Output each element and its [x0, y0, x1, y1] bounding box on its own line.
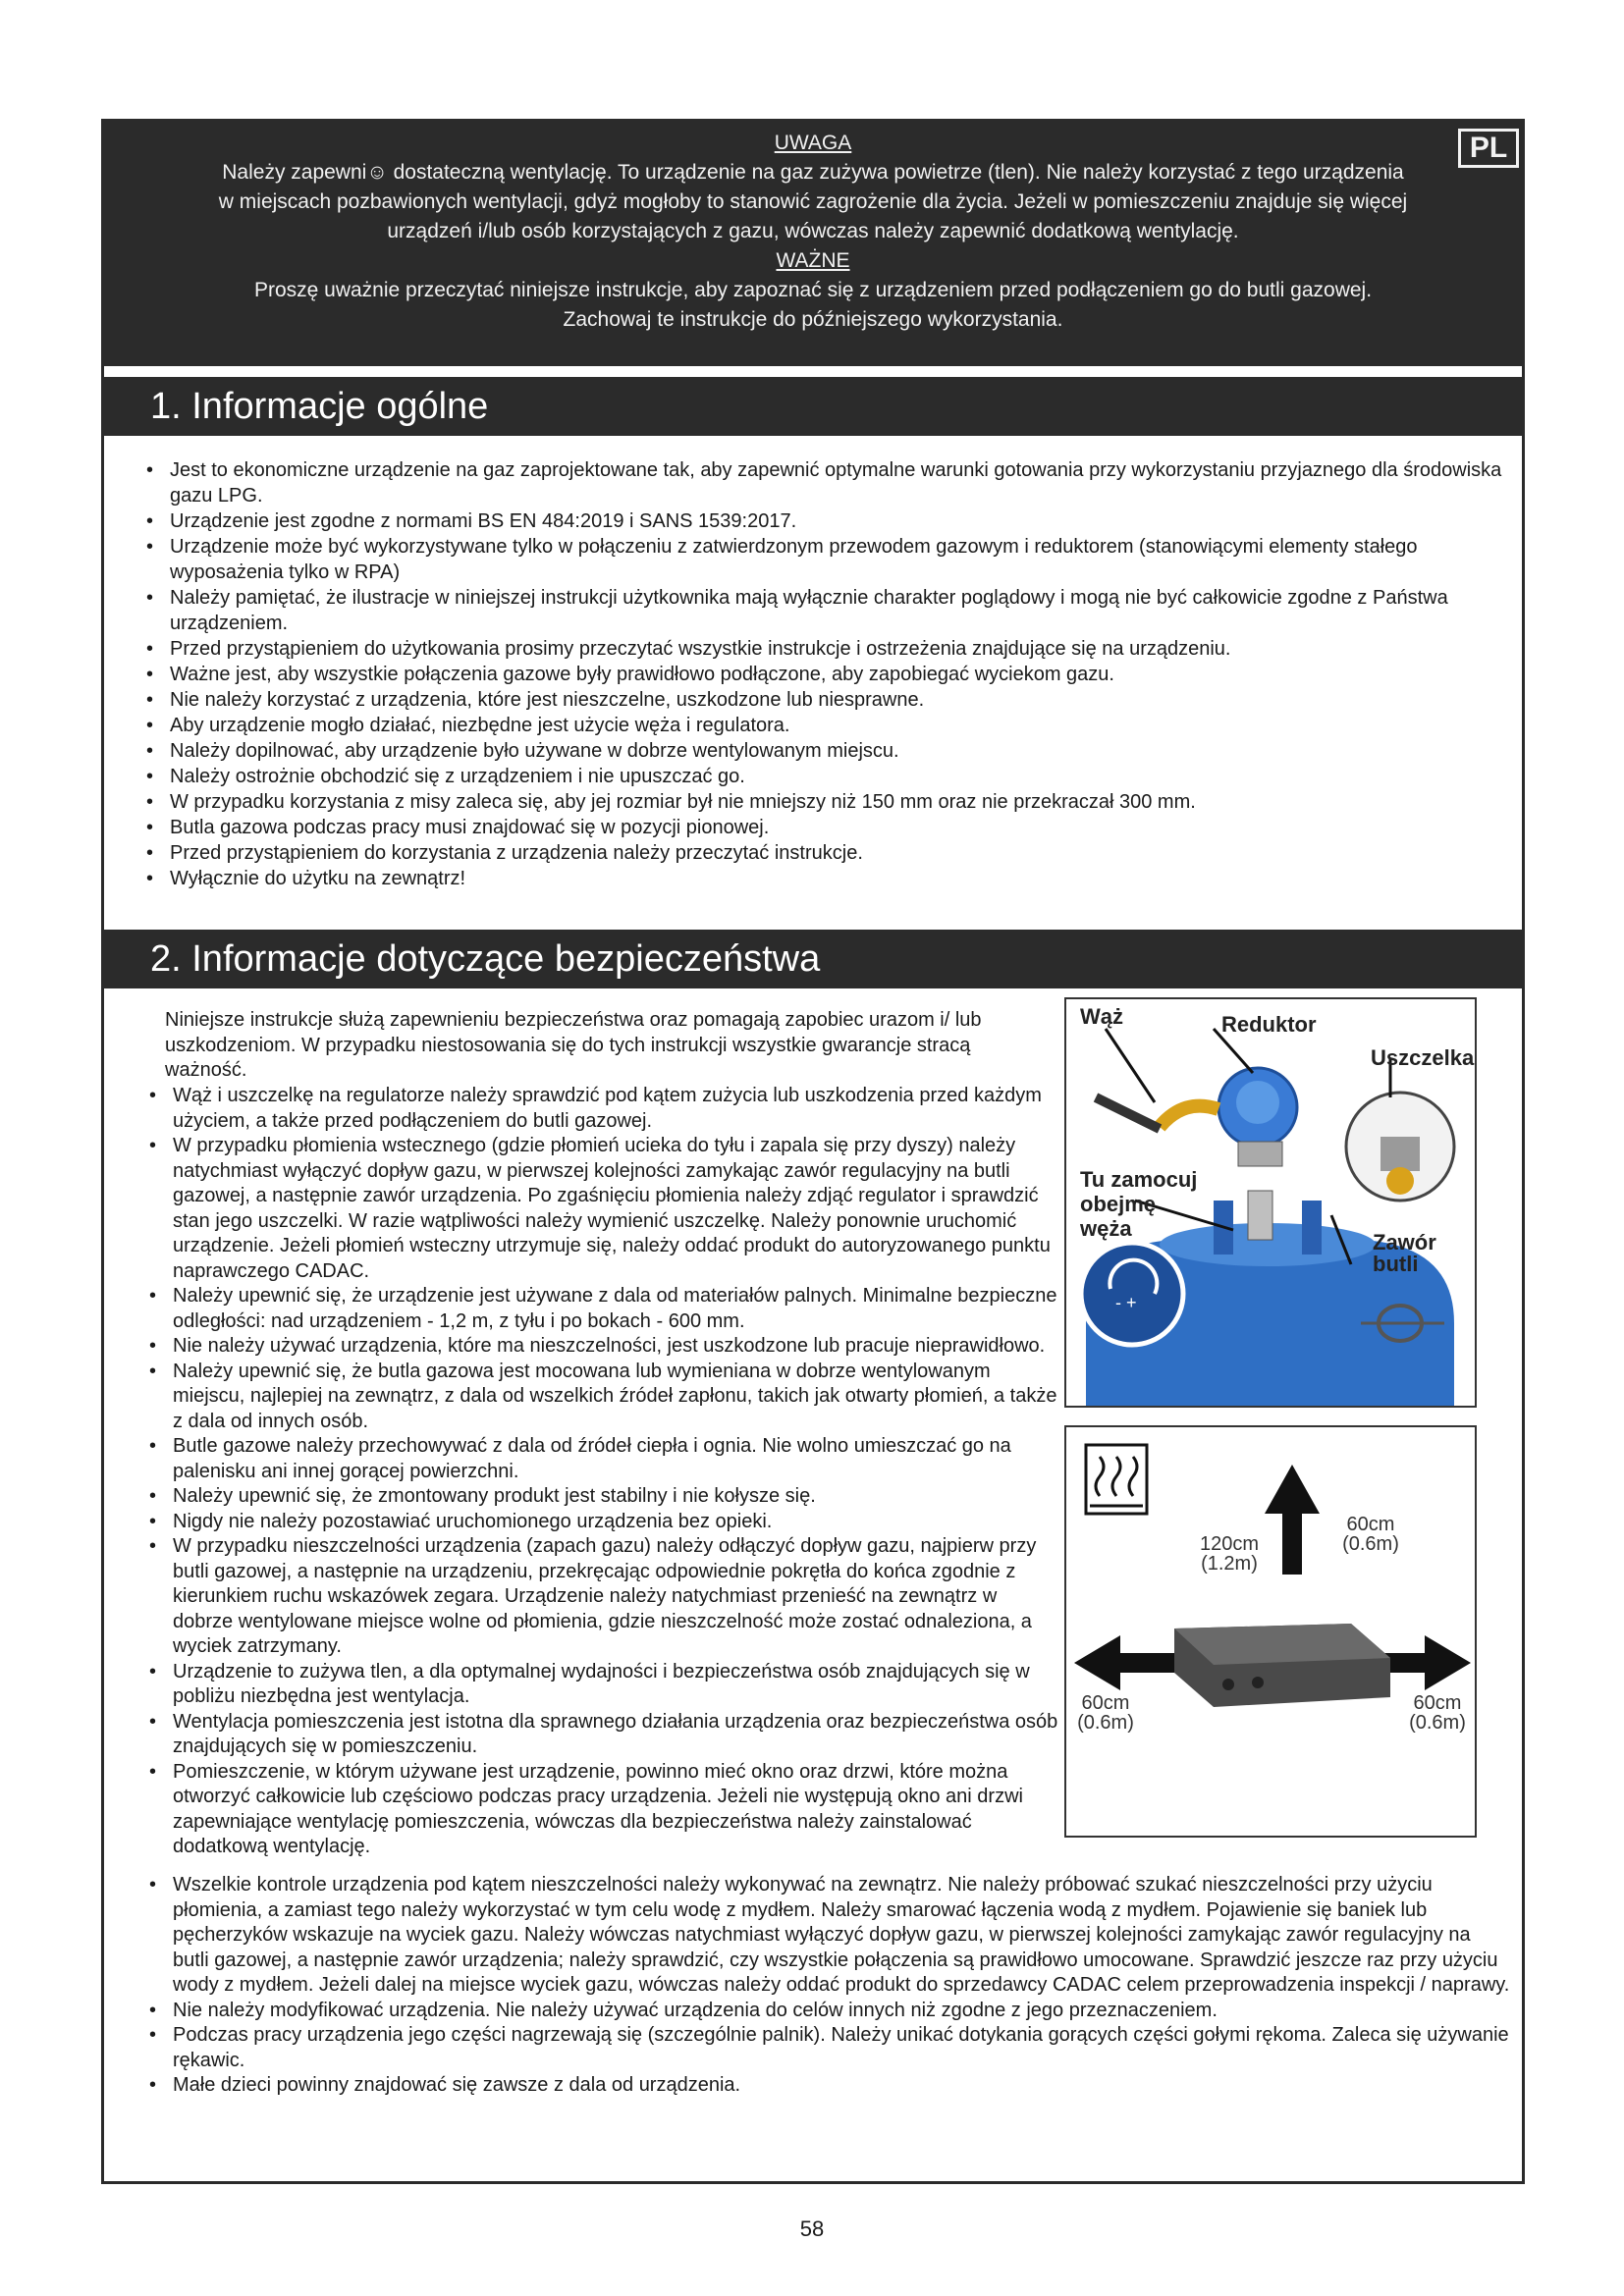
list-item: • Należy ostrożnie obchodzić się z urządzeniem i nie upuszczać go. [142, 764, 1507, 789]
general-info-list [142, 457, 1507, 891]
clamp-label-2: obejmę [1080, 1192, 1157, 1216]
list-item: • Butla gazowa podczas pracy musi znajdować się w pozycji pionowej. [142, 815, 1507, 840]
list-item: • Podczas pracy urządzenia jego części nagrzewają się (szczególnie palnik). Należy unikać dotykania gorących części gołymi rękoma. Zaleca się używanie rękawic. [145, 2023, 1510, 2073]
list-item: • Małe dzieci powinny znajdować się zawsze z dala od urządzenia. [145, 2073, 1510, 2099]
list-item: • Przed przystąpieniem do korzystania z urządzenia należy przeczytać instrukcje. [142, 840, 1507, 866]
important-heading: WAŻNE [776, 249, 850, 272]
section-1-title: 1. Informacje ogólne [101, 377, 1525, 436]
list-item: • Ważne jest, aby wszystkie połączenia gazowe były prawidłowo podłączone, aby zapobiegać wyciekom gazu. [142, 662, 1507, 687]
list-item: • Wąż i uszczelkę na regulatorze należy sprawdzić pod kątem zużycia lub uszkodzenia przed każdym użyciem, a także przed podłączeniem do butli gazowej. [145, 1084, 1058, 1134]
list-item: • Pomieszczenie, w którym używane jest urządzenie, powinno mieć okno oraz drzwi, które można otworzyć całkowicie lub częściowo podczas pracy urządzenia. Jeżeli nie występują okno ani drzwi zapewniające wentylację pomieszczenia, wówczas dla bezpieczeństwa należy zainstalować dodatkową wentylację. [145, 1760, 1058, 1860]
warning-box [101, 119, 1525, 366]
safety-list-b [145, 1873, 1510, 2099]
valve-label-2: butli [1373, 1252, 1419, 1276]
left-clearance-1: 60cm [1081, 1692, 1130, 1714]
safety-intro: Niniejsze instrukcje służą zapewnieniu bezpieczeństwa oraz pomagają zapobiec urazom i/ lub uszkodzeniom. W przypadku niestosowania się do tych instrukcji wszystkie gwarancje stracą ważność. [165, 1009, 982, 1081]
warning-heading: UWAGA [774, 132, 852, 154]
clamp-label-3: węża [1080, 1216, 1132, 1241]
list-item: • W przypadku płomienia wstecznego (gdzie płomień ucieka do tyłu i zapala się przy dyszy) należy natychmiast wyłączyć dopływ gazu, w pierwszej kolejności zamykając zawór regulacyjny na butli gazowej, a następnie zawór urządzenia. Po zgaśnięciu płomienia należy zdjąć regulator i sprawdzić stan jego uszczelki. W razie wątpliwości należy wymienić uszczelkę. Należy ponownie uruchomić urządzenie. Jeżeli płomień wsteczny utrzymuje się, należy oddać produkt do autoryzowanego punktu naprawczego CADAC. [145, 1134, 1058, 1284]
up-arrow-icon [1265, 1465, 1320, 1575]
heat-warning-icon [1086, 1445, 1147, 1514]
important-line-1: Proszę uważnie przeczytać niniejsze instrukcje, aby zapoznać się z urządzeniem przed podłączeniem go do butli gazowej. [253, 279, 1373, 301]
list-item: • Należy upewnić się, że zmontowany produkt jest stabilny i nie kołysze się. [145, 1484, 1058, 1510]
list-item: • Przed przystąpieniem do użytkowania prosimy przeczytać wszystkie instrukcje i ostrzeżenia znajdujące się na urządzeniu. [142, 636, 1507, 662]
svg-text:- +: - + [1115, 1293, 1137, 1312]
list-item: • Wszelkie kontrole urządzenia pod kątem nieszczelności należy wykonywać na zewnątrz. Nie należy próbować szukać nieszczelności przy użyciu płomienia, a zamiast tego należy wykorzystać w tym celu wodę z mydłem. Należy smarować łączenia wodą z mydłem. Pojawienie się baniek lub pęcherzyków wskazuje na wyciek gazu. Należy wówczas natychmiast wyłączyć dopływ gazu, w pierwszej kolejności zamykając zawór regulacyjny na butli gazowej, a następnie zawór urządzenia; należy sprawdzić, czy wszystkie połączenia są prawidłowo umocowane. Sprawdzić jeszcze raz przy użyciu wody z mydłem. Jeżeli dalej na miejsce wyciek gazu, wówczas należy oddać produkt do sprzedawcy CADAC celem przeprowadzenia inspekcji / naprawy. [145, 1873, 1510, 1999]
list-item: • Aby urządzenie mogło działać, niezbędne jest użycie węża i regulatora. [142, 713, 1507, 738]
list-item: • W przypadku korzystania z misy zaleca się, aby jej rozmiar był nie mniejszy niż 150 mm oraz nie przekraczał 300 mm. [142, 789, 1507, 815]
list-item: • Nie należy modyfikować urządzenia. Nie należy używać urządzenia do celów innych niż zgodne z jego przeznaczeniem. [145, 1999, 1510, 2024]
safety-list-a [145, 1084, 1058, 1860]
list-item: • Jest to ekonomiczne urządzenie na gaz zaprojektowane tak, aby zapewnić optymalne warunki gotowania przy wykorzystaniu przyjaznego dla środowiska gazu LPG. [142, 457, 1507, 508]
clearance-illustration [1066, 1427, 1475, 1836]
list-item: • Wentylacja pomieszczenia jest istotna dla sprawnego działania urządzenia oraz bezpieczeństwa osób znajdujących się w pomieszczeniu. [145, 1710, 1058, 1760]
right-clearance-2: (0.6m) [1409, 1712, 1466, 1734]
list-item: • Butle gazowe należy przechowywać z dala od źródeł ciepła i ognia. Nie wolno umieszczać go na palenisku ani innej gorącej powierzchni. [145, 1434, 1058, 1484]
list-item: • Urządzenie jest zgodne z normami BS EN 484:2019 i SANS 1539:2017. [142, 508, 1507, 534]
page-number: 58 [799, 2216, 825, 2241]
warning-line-3: urządzeń i/lub osób korzystających z gazu, wówczas należy zapewnić dodatkową wentylację. [387, 220, 1239, 242]
hose-label: Wąż [1080, 1004, 1123, 1029]
list-item: • Nie należy korzystać z urządzenia, które jest nieszczelne, uszkodzone lub niesprawne. [142, 687, 1507, 713]
list-item: • Należy upewnić się, że urządzenie jest używane z dala od materiałów palnych. Minimalne bezpieczne odległości: nad urządzeniem - 1,2 m, z tyłu i po bokach - 600 mm. [145, 1284, 1058, 1334]
list-item: • Nigdy nie należy pozostawiać uruchomionego urządzenia bez opieki. [145, 1510, 1058, 1535]
rear-clearance-2: (0.6m) [1342, 1533, 1399, 1555]
right-clearance-1: 60cm [1413, 1692, 1462, 1714]
list-item: • Należy pamiętać, że ilustracje w niniejszej instrukcji użytkownika mają wyłącznie charakter poglądowy i mogą nie być całkowicie zgodne z Państwa urządzeniem. [142, 585, 1507, 636]
left-clearance-2: (0.6m) [1077, 1712, 1134, 1734]
cylinder-connection-figure [1064, 997, 1477, 1408]
clamp-label-1: Tu zamocuj [1080, 1167, 1198, 1192]
top-clearance-2: (1.2m) [1201, 1553, 1258, 1575]
list-item: • Należy dopilnować, aby urządzenie było używane w dobrze wentylowanym miejscu. [142, 738, 1507, 764]
top-clearance-1: 120cm [1199, 1533, 1260, 1555]
list-item: • Urządzenie to zużywa tlen, a dla optymalnej wydajności i bezpieczeństwa osób znajdujących się w pobliżu niezbędna jest wentylacja. [145, 1660, 1058, 1710]
regulator-label: Reduktor [1221, 1012, 1317, 1037]
important-line-2: Zachowaj te instrukcje do późniejszego wykorzystania. [563, 308, 1063, 331]
warning-line-2: w miejscach pozbawionych wentylacji, gdyż mogłoby to stanowić zagrożenie dla życia. Jeżeli w pomieszczeniu znajduje się więcej [218, 190, 1408, 213]
section-2-title: 2. Informacje dotyczące bezpieczeństwa [101, 930, 1525, 988]
valve-label-1: Zawór [1373, 1230, 1436, 1255]
list-item: • Należy upewnić się, że butla gazowa jest mocowana lub wymieniana w dobrze wentylowanym miejscu, najlepiej na zewnątrz, z dala od wszelkich źródeł zapłonu, takich jak otwarty płomień, a także z dala od innych osób. [145, 1360, 1058, 1435]
clearance-figure [1064, 1425, 1477, 1838]
language-badge: PL [1458, 129, 1519, 168]
seal-label: Uszczelka [1371, 1045, 1475, 1070]
warning-line-1: Należy zapewni☺ dostateczną wentylację. To urządzenie na gaz zużywa powietrze (tlen). Nie należy korzystać z tego urządzenia [222, 161, 1404, 184]
list-item: • W przypadku nieszczelności urządzenia (zapach gazu) należy odłączyć dopływ gazu, najpierw przy butli gazowej, a następnie na urządzeniu, przekręcając odpowiednie pokrętła do końca zgodnie z kierunkiem ruchu wskazówek zegara. Urządzenie należy natychmiast przenieść na zewnątrz w dobrze wentylowane miejsce wolne od płomienia, gdzie nieszczelność może zostać odnaleziona, a wyciek zatrzymany. [145, 1534, 1058, 1660]
list-item: • Urządzenie może być wykorzystywane tylko w połączeniu z zatwierdzonym przewodem gazowym i reduktorem (stanowiącymi elementy stałego wyposażenia tylko w RPA) [142, 534, 1507, 585]
rear-clearance-1: 60cm [1346, 1514, 1395, 1535]
list-item: • Wyłącznie do użytku na zewnątrz! [142, 866, 1507, 891]
list-item: • Nie należy używać urządzenia, które ma nieszczelności, jest uszkodzone lub pracuje nieprawidłowo. [145, 1334, 1058, 1360]
